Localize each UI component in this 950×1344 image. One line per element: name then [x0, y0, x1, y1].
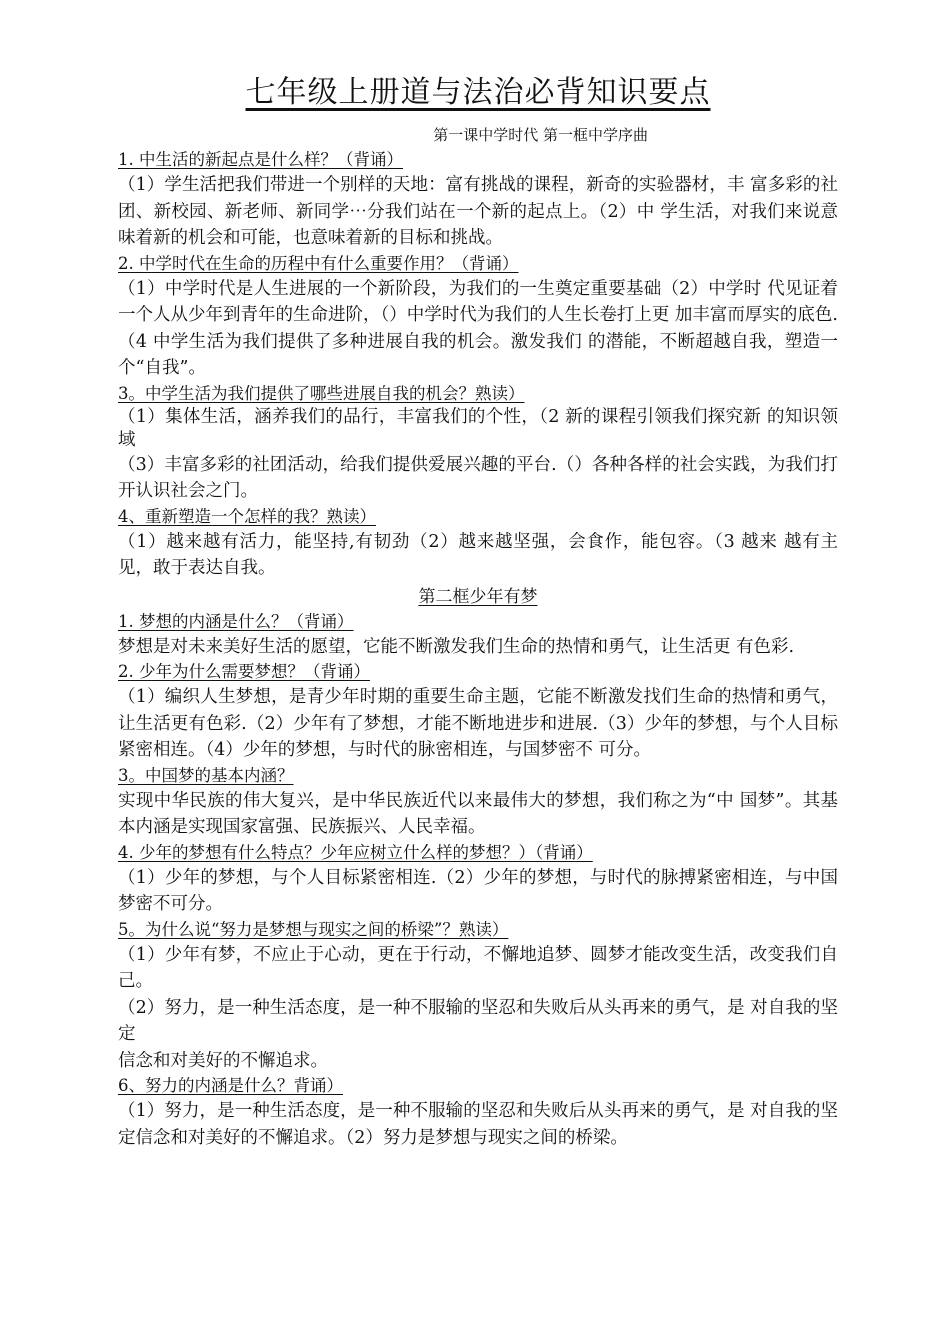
document-title: 七年级上册道与法治必背知识要点 [245, 75, 711, 110]
answer-paragraph: （1）集体生活，涵养我们的品行，丰富我们的个性，（2 新的课程引领我们探究新 的知识领域 [118, 406, 838, 450]
question-heading: 2. 中学时代在生命的历程中有什么重要作用？（背诵） [118, 253, 519, 273]
question-heading: 1. 中生活的新起点是什么样？（背诵） [118, 150, 403, 169]
answer-paragraph: 实现中华民族的伟大复兴，是中华民族近代以来最伟大的梦想，我们称之为“中 国梦”。其基本内涵是实现国家富强、民族振兴、人民幸福。 [118, 790, 838, 837]
question-heading: 5。为什么说“努力是梦想与现实之间的桥梁”？熟读） [118, 919, 509, 939]
question-heading: 2. 少年为什么需要梦想？（背诵） [118, 662, 370, 681]
question-heading: 3。中学生活为我们提供了哪些进展自我的机会？熟读） [118, 383, 525, 403]
frame-title: 第二框少年有梦 [418, 586, 538, 607]
answer-paragraph: （1）越来越有活力，能坚持,有韧劲（2）越来越坚强，会食作，能包容。（3 越来 越有主见，敢于表达自我。 [118, 531, 838, 578]
answer-paragraph: （1）少年有梦，不应止于心动，更在于行动，不懈地追梦、圆梦才能改变生活，改变我们自己。 [118, 944, 838, 991]
answer-paragraph: （1）中学时代是人生进展的一个新阶段，为我们的一生奠定重要基础（2）中学时 代见证着一个人从少年到青年的生命进阶，（）中学时代为我们的人生长卷打上更 加丰富而厚实的底色.（4 中学生活为我们提供了多种进展自我的机会。激发我们 的潜能，不断超越自我，塑造一个“自我”。 [118, 278, 838, 378]
question-heading: 1. 梦想的内涵是什么？（背诵） [118, 611, 354, 631]
question-heading: 4. 少年的梦想有什么特点？少年应树立什么样的梦想？）（背诵） [118, 842, 593, 862]
answer-paragraph: 梦想是对未来美好生活的愿望，它能不断激发我们生命的热情和勇气，让生活更 有色彩. [118, 636, 795, 657]
answer-paragraph: （1）少年的梦想，与个人目标紧密相连.（2）少年的梦想，与时代的脉搏紧密相连，与中国梦密不可分。 [118, 867, 838, 914]
answer-paragraph: （1）努力，是一种生活态度，是一种不服输的坚忍和失败后从头再来的勇气，是 对自我的坚定信念和对美好的不懈追求。（2）努力是梦想与现实之间的桥梁。 [118, 1101, 838, 1148]
answer-paragraph: 信念和对美好的不懈追求。 [118, 1050, 328, 1071]
answer-paragraph: （1）编织人生梦想，是青少年时期的重要生命主题，它能不断激发找们生命的热情和勇气，让生活更有色彩.（2）少年有了梦想，才能不断地进步和进展.（3）少年的梦想，与个人目标紧密相连。（4）少年的梦想，与时代的脉密相连，与国梦密不 可分。 [118, 687, 838, 760]
answer-paragraph: （1）学生活把我们带进一个别样的天地：富有挑战的课程，新奇的实验器材，丰 富多彩的社团、新校园、新老师、新同学⋯分我们站在一个新的起点上。（2）中 学生活，对我们来说意味着新的机会和可能，也意味着新的目标和挑战。 [118, 175, 838, 248]
lesson-subtitle: 第一课中学时代 第一框中学序曲 [433, 126, 648, 144]
document-page [118, 70, 838, 1151]
question-heading: 4、重新塑造一个怎样的我？熟读） [118, 506, 376, 526]
question-heading: 6、努力的内涵是什么？背诵） [118, 1076, 343, 1095]
question-heading: 3。中国梦的基本内涵？ [118, 765, 294, 785]
answer-paragraph: （2）努力，是一种生活态度，是一种不服输的坚忍和失败后从头再来的勇气，是 对自我的坚定 [118, 997, 838, 1044]
answer-paragraph: （3）丰富多彩的社团活动，给我们提供爱展兴趣的平台.（）各种各样的社会实践，为我们打开认识社会之门。 [118, 454, 838, 501]
